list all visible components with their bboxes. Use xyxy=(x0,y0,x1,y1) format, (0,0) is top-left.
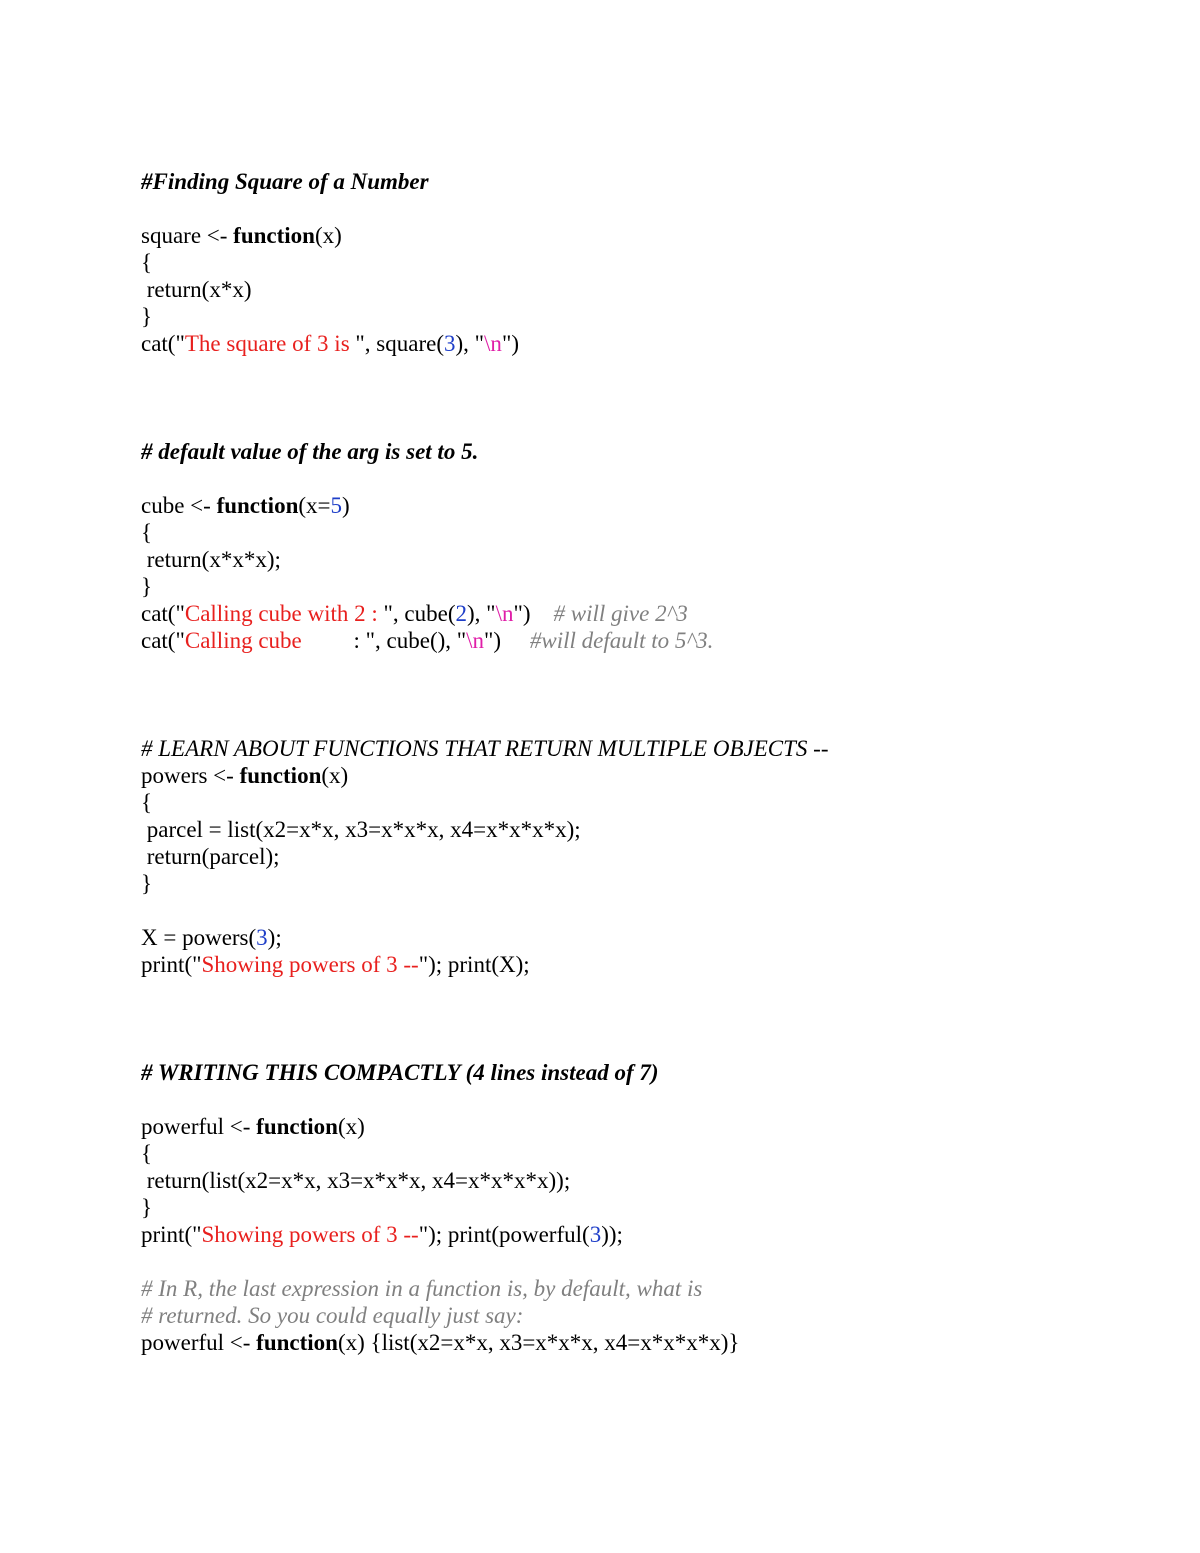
blank-line xyxy=(141,195,828,222)
token-str: Showing powers of 3 -- xyxy=(201,1222,419,1247)
token-text: return(parcel); xyxy=(141,844,280,869)
token-heading: # WRITING THIS COMPACTLY (4 lines instead of 7) xyxy=(141,1060,659,1085)
token-cmt: # In R, the last expression in a function is, by default, what is xyxy=(141,1276,703,1301)
code-line xyxy=(141,222,828,249)
blank-line xyxy=(141,978,828,1005)
token-text: cube <- xyxy=(141,493,217,518)
blank-line xyxy=(141,384,828,411)
code-line xyxy=(141,1167,828,1194)
token-text: : ", cube(), " xyxy=(353,628,467,653)
token-text: "); print(powerful( xyxy=(418,1222,590,1247)
blank-line xyxy=(141,681,828,708)
token-text: ", cube( xyxy=(383,601,456,626)
code-line xyxy=(141,519,828,546)
token-text: powerful <- xyxy=(141,1114,257,1139)
token-text: (x= xyxy=(298,493,331,518)
token-text: cat(" xyxy=(141,331,185,356)
blank-line xyxy=(141,708,828,735)
token-text: X = powers( xyxy=(141,925,257,950)
code-line xyxy=(141,249,828,276)
code-line xyxy=(141,573,828,600)
token-text: ), " xyxy=(467,601,496,626)
section-heading xyxy=(141,168,828,195)
token-text: (x) xyxy=(314,223,342,248)
code-line xyxy=(141,870,828,897)
token-kw: function xyxy=(239,763,322,788)
blank-line xyxy=(141,357,828,384)
token-esc: \n xyxy=(484,331,502,356)
code-line xyxy=(141,492,828,519)
token-heading: # default value of the arg is set to 5. xyxy=(141,439,479,464)
token-text: "); print(X); xyxy=(418,952,530,977)
token-cmt: # will give 2^3 xyxy=(553,601,688,626)
code-line xyxy=(141,789,828,816)
blank-line xyxy=(141,1005,828,1032)
token-text: cat(" xyxy=(141,601,185,626)
token-text: ") xyxy=(501,331,519,356)
token-num: 2 xyxy=(455,601,467,626)
blank-line xyxy=(141,654,828,681)
token-text: { xyxy=(141,250,153,275)
blank-line xyxy=(141,1086,828,1113)
token-text: { xyxy=(141,790,153,815)
blank-line xyxy=(141,1248,828,1275)
blank-line xyxy=(141,897,828,924)
token-esc: \n xyxy=(466,628,485,653)
token-esc: \n xyxy=(495,601,514,626)
code-line xyxy=(141,1329,828,1356)
token-text: (x) xyxy=(321,763,349,788)
token-text: print(" xyxy=(141,952,202,977)
token-num: 5 xyxy=(330,493,342,518)
token-text: square <- xyxy=(141,223,234,248)
token-text: { xyxy=(141,520,153,545)
token-num: 3 xyxy=(443,331,456,356)
token-text: ", square( xyxy=(355,331,444,356)
token-text: return(x*x*x); xyxy=(141,547,281,572)
token-num: 3 xyxy=(256,925,268,950)
code-line xyxy=(141,924,828,951)
token-heading: #Finding Square of a Number xyxy=(141,169,429,194)
code-line xyxy=(141,600,828,627)
token-cmt: # returned. So you could equally just say: xyxy=(141,1303,524,1328)
token-text: { xyxy=(141,1141,153,1166)
section-heading xyxy=(141,1059,828,1086)
token-text: } xyxy=(141,1195,153,1220)
token-text: parcel = list(x2=x*x, x3=x*x*x, x4=x*x*x*x); xyxy=(141,817,581,842)
token-kw: function xyxy=(256,1114,338,1139)
token-text: ") xyxy=(513,601,554,626)
token-text: (x) xyxy=(337,1114,365,1139)
token-str: The square of 3 is xyxy=(184,331,356,356)
code-line xyxy=(141,303,828,330)
blank-line xyxy=(141,411,828,438)
token-text: } xyxy=(141,871,153,896)
token-text: cat(" xyxy=(141,628,185,653)
token-text: (x) {list(x2=x*x, x3=x*x*x, x4=x*x*x*x)} xyxy=(337,1330,740,1355)
token-text: ) xyxy=(342,493,350,518)
token-text: ); xyxy=(267,925,282,950)
code-line xyxy=(141,330,828,357)
code-line xyxy=(141,762,828,789)
token-kw: function xyxy=(233,223,315,248)
token-str: Calling cube with 2 : xyxy=(184,601,384,626)
token-text: return(x*x) xyxy=(141,277,252,302)
code-line xyxy=(141,627,828,654)
code-line xyxy=(141,1221,828,1248)
token-str: Showing powers of 3 -- xyxy=(201,952,419,977)
code-line xyxy=(141,816,828,843)
code-line xyxy=(141,1140,828,1167)
code-line xyxy=(141,1194,828,1221)
code-line xyxy=(141,276,828,303)
code-line xyxy=(141,843,828,870)
token-text: powerful <- xyxy=(141,1330,257,1355)
code-line xyxy=(141,735,828,762)
token-text: print(" xyxy=(141,1222,202,1247)
token-cmt-black: # LEARN ABOUT FUNCTIONS THAT RETURN MULTIPLE OBJECTS -- xyxy=(141,736,829,761)
section-heading xyxy=(141,438,828,465)
token-text: } xyxy=(141,574,153,599)
token-num: 3 xyxy=(589,1222,602,1247)
token-text: return(list(x2=x*x, x3=x*x*x, x4=x*x*x*x)); xyxy=(141,1168,571,1193)
token-kw: function xyxy=(216,493,299,518)
code-line xyxy=(141,1113,828,1140)
code-line xyxy=(141,546,828,573)
code-line xyxy=(141,951,828,978)
token-text: ") xyxy=(484,628,530,653)
token-kw: function xyxy=(256,1330,338,1355)
token-cmt: #will default to 5^3. xyxy=(529,628,714,653)
code-line xyxy=(141,1275,828,1302)
token-str: Calling cube xyxy=(184,628,354,653)
code-line xyxy=(141,1302,828,1329)
code-listing xyxy=(141,168,828,1356)
token-text: } xyxy=(141,304,153,329)
token-text: ), " xyxy=(455,331,485,356)
blank-line xyxy=(141,465,828,492)
blank-line xyxy=(141,1032,828,1059)
token-text: powers <- xyxy=(141,763,240,788)
token-text: )); xyxy=(601,1222,623,1247)
